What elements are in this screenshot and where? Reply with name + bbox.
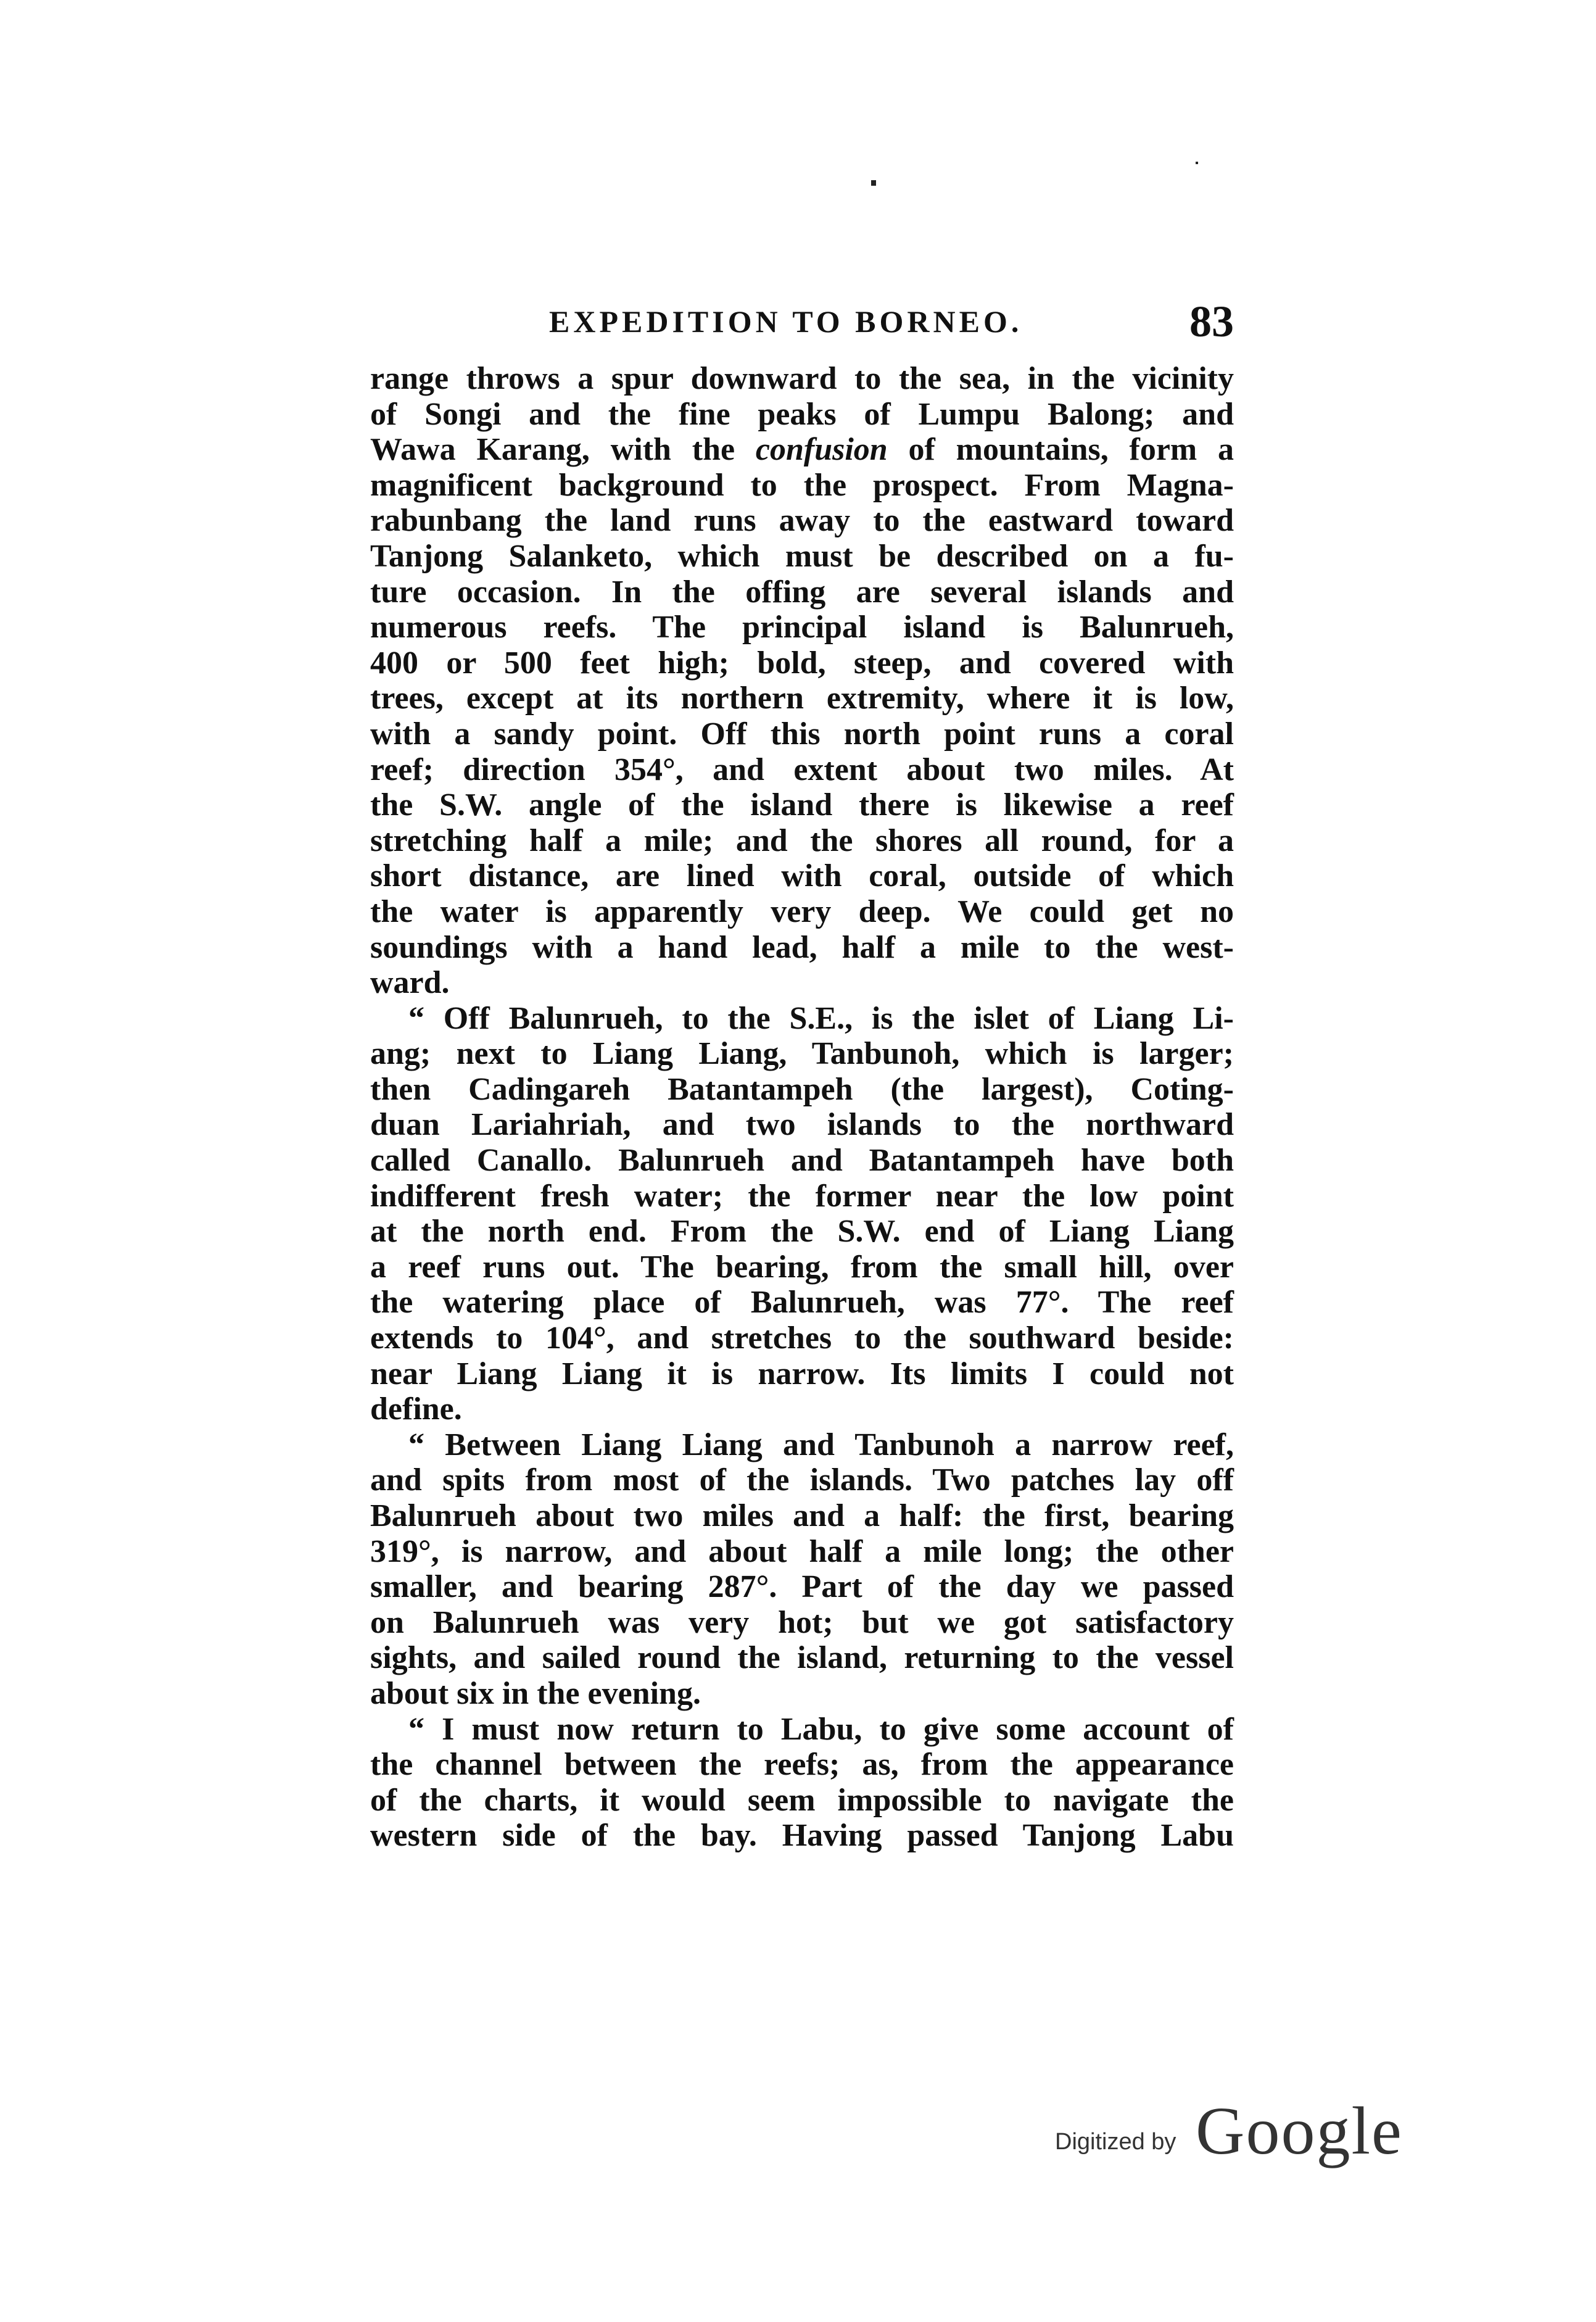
text-line: the S.W. angle of the island there is likewise a reef [370, 787, 1234, 823]
text-line: with a sandy point. Off this north point runs a coral [370, 716, 1234, 752]
paragraph-end-line: about six in the evening. [370, 1675, 701, 1711]
text-line: and spits from most of the islands. Two patches lay off [370, 1462, 1234, 1498]
text-line: ang; next to Liang Liang, Tanbunoh, which is larger; [370, 1036, 1234, 1072]
text-line: rabunbang the land runs away to the eastward toward [370, 503, 1234, 539]
text-line: western side of the bay. Having passed Tanjong Labu [370, 1818, 1234, 1854]
paragraph-start-line: “ I must now return to Labu, to give some account of [408, 1711, 1234, 1747]
text-line: numerous reefs. The principal island is Balunrueh, [370, 610, 1234, 645]
scan-speck [1196, 162, 1198, 164]
text-line: Tanjong Salanketo, which must be described on a fu- [370, 538, 1234, 574]
italic-word: confusion [755, 432, 888, 468]
text-line: on Balunrueh was very hot; but we got satisfactory [370, 1604, 1234, 1640]
text-line: trees, except at its northern extremity, where it is low, [370, 681, 1234, 716]
text-line: a reef runs out. The bearing, from the small hill, over [370, 1249, 1234, 1285]
paragraph-end-line: ward. [370, 965, 450, 1001]
running-head [370, 296, 1234, 346]
text-line: called Canallo. Balunrueh and Batantampeh have both [370, 1143, 1234, 1179]
text-line: Balunrueh about two miles and a half: the first, bearing [370, 1498, 1234, 1533]
paragraph-start-line: “ Off Balunrueh, to the S.E., is the islet of Liang Li- [408, 1000, 1234, 1036]
text-line: smaller, and bearing 287°. Part of the day we passed [370, 1569, 1234, 1605]
text-line: at the north end. From the S.W. end of Liang Liang [370, 1214, 1234, 1250]
scan-speck [871, 180, 876, 186]
digitized-label: Digitized by [1055, 2129, 1176, 2155]
text-line-with-italic: Wawa Karang, with the confusion of mountains, form a [370, 432, 1234, 468]
page-number: 83 [1189, 297, 1234, 346]
paragraph-end-line: define. [370, 1391, 462, 1427]
text-line: the watering place of Balunrueh, was 77°. The reef [370, 1285, 1234, 1321]
text-line: 400 or 500 feet high; bold, steep, and covered with [370, 645, 1234, 681]
text-line: of Songi and the fine peaks of Lumpu Balong; and [370, 396, 1234, 432]
text-line: short distance, are lined with coral, outside of which [370, 858, 1234, 894]
text-line: then Cadingareh Batantampeh (the largest), Coting- [370, 1071, 1234, 1107]
text-line: magnificent background to the prospect. From Magna- [370, 467, 1234, 503]
text-line: the channel between the reefs; as, from the appearance [370, 1747, 1234, 1783]
text-line: ture occasion. In the offing are several islands and [370, 574, 1234, 610]
body-text [370, 361, 1234, 1854]
text-line: 319°, is narrow, and about half a mile long; the other [370, 1533, 1234, 1569]
text-line: stretching half a mile; and the shores all round, for a [370, 823, 1234, 858]
text-line: near Liang Liang it is narrow. Its limits I could not [370, 1356, 1234, 1391]
text-line: indifferent fresh water; the former near the low point [370, 1178, 1234, 1214]
paragraph-start-line: “ Between Liang Liang and Tanbunoh a narrow reef, [408, 1427, 1234, 1462]
text-line: sights, and sailed round the island, returning to the vessel [370, 1640, 1234, 1676]
text-line: the water is apparently very deep. We could get no [370, 894, 1234, 929]
text-line: reef; direction 354°, and extent about two miles. At [370, 752, 1234, 787]
text-line: range throws a spur downward to the sea, in the vicinity [370, 361, 1234, 396]
digitized-by-google-watermark [1055, 2092, 1403, 2178]
text-line: duan Lariahriah, and two islands to the northward [370, 1107, 1234, 1143]
google-wordmark: Google [1196, 2093, 1403, 2168]
text-line: soundings with a hand lead, half a mile to the west- [370, 929, 1234, 965]
text-line: extends to 104°, and stretches to the southward beside: [370, 1321, 1234, 1356]
text-line: of the charts, it would seem impossible to navigate the [370, 1782, 1234, 1818]
running-title: EXPEDITION TO BORNEO. [549, 304, 1023, 339]
